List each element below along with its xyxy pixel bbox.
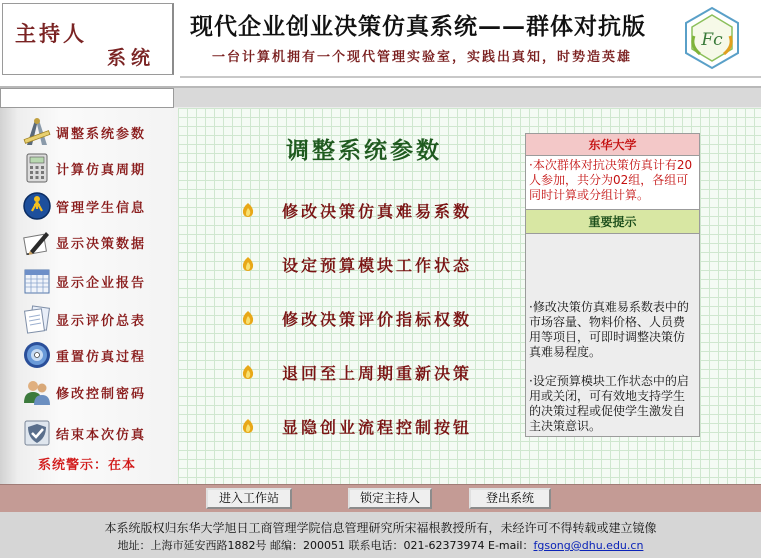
lock-host-button[interactable]: 锁定主持人 [348,488,432,509]
sidebar [0,108,178,484]
flame-bullet-icon [240,310,256,326]
sidebar-item-manage-students[interactable] [22,190,178,222]
app-title: 现代企业创业决策仿真系统——群体对抗版 [190,13,646,40]
calculator-icon [22,153,52,183]
action-toggle-flow-buttons[interactable] [240,413,510,439]
host-title-line2: 系统 [107,47,156,69]
sidebar-item-evaluation-summary[interactable] [22,303,178,335]
sidebar-item-label: 显示企业报告 [56,276,147,291]
action-revert-previous-cycle[interactable] [240,359,510,385]
compass-ruler-icon [22,117,52,147]
address-text: 地址：上海市延安西路1882号 邮编：200051 联系电话：021-62373974 E-mail： [117,539,534,552]
main-panel [178,108,761,484]
sidebar-item-label: 显示决策数据 [56,237,147,252]
sidebar-item-end-simulation[interactable] [22,417,178,449]
sidebar-item-adjust-parameters[interactable] [22,116,178,148]
action-label: 退回至上周期重新决策 [282,364,473,383]
copyright-text: 本系统版权归东华大学旭日工商管理学院信息管理研究所宋福根教授所有，未经许可不得转载或建立镜像 [104,521,657,535]
logo-text: Fc [701,30,723,50]
system-warning-marquee: 系统警示：在本 [38,458,137,473]
sidebar-item-label: 显示评价总表 [56,314,147,329]
flame-bullet-icon [240,256,256,272]
email-link[interactable]: fgsong@dhu.edu.cn [533,539,644,552]
button-bar [0,484,761,512]
flame-bullet-icon [240,364,256,380]
action-label: 设定预算模块工作状态 [282,256,473,275]
university-name: 东华大学 [526,134,699,156]
host-title-line1: 主持人 [15,21,87,46]
sidebar-item-change-password[interactable] [22,376,178,408]
sidebar-item-label: 管理学生信息 [56,201,147,216]
action-modify-difficulty[interactable] [240,197,510,223]
footer [0,512,761,558]
important-tip-title: 重要提示 [526,210,699,234]
sidebar-item-reset-simulation[interactable] [22,339,178,371]
calendar-sheet-icon [22,266,52,296]
page-title: 调整系统参数 [286,137,442,164]
header [0,0,761,80]
action-label: 修改决策仿真难易系数 [282,202,473,221]
session-info-text: ·本次群体对抗决策仿真计有20人参加，共分为02组，各组可同时计算或分组计算。 [526,156,699,210]
action-label: 修改决策评价指标权数 [282,310,473,329]
sidebar-item-decision-data[interactable] [22,226,178,258]
gray-bar-left-box [0,88,174,108]
pen-paper-icon [22,227,52,257]
sidebar-item-label: 调整系统参数 [56,127,147,142]
sidebar-item-company-report[interactable] [22,265,178,297]
header-divider [180,76,761,78]
action-modify-evaluation-weights[interactable] [240,305,510,331]
contact-address [0,537,761,553]
cd-disc-icon [22,340,52,370]
documents-icon [22,304,52,334]
tip-paragraph: ·设定预算模块工作状态中的启用或关闭，可有效地支持学生的决策过程或促使学生激发自主决策意识。 [529,374,689,433]
users-icon [22,377,52,407]
sidebar-item-label: 重置仿真过程 [56,350,147,365]
sidebar-item-label: 修改控制密码 [56,387,147,402]
logout-button[interactable]: 登出系统 [469,488,551,509]
action-budget-module-status[interactable] [240,251,510,277]
host-system-box [2,3,174,75]
enter-workstation-button[interactable]: 进入工作站 [206,488,292,509]
info-panel [525,133,700,437]
action-label: 显隐创业流程控制按钮 [282,418,473,437]
person-globe-icon [22,191,52,221]
sidebar-item-label: 结束本次仿真 [56,428,147,443]
sidebar-item-calc-cycle[interactable] [22,152,178,184]
important-tip-scroller[interactable] [526,234,699,436]
app-slogan: 一台计算机拥有一个现代管理实验室，实践出真知，时势造英雄 [212,50,633,65]
sidebar-item-label: 计算仿真周期 [56,163,147,178]
logo-icon [680,6,744,70]
flame-bullet-icon [240,202,256,218]
flame-bullet-icon [240,418,256,434]
shield-check-icon [22,418,52,448]
gray-divider-bar [0,86,761,108]
tip-paragraph: ·修改决策仿真难易系数表中的市场容量、物料价格、人员费用等项目，可即时调整决策仿真难易程度。 [529,300,689,359]
